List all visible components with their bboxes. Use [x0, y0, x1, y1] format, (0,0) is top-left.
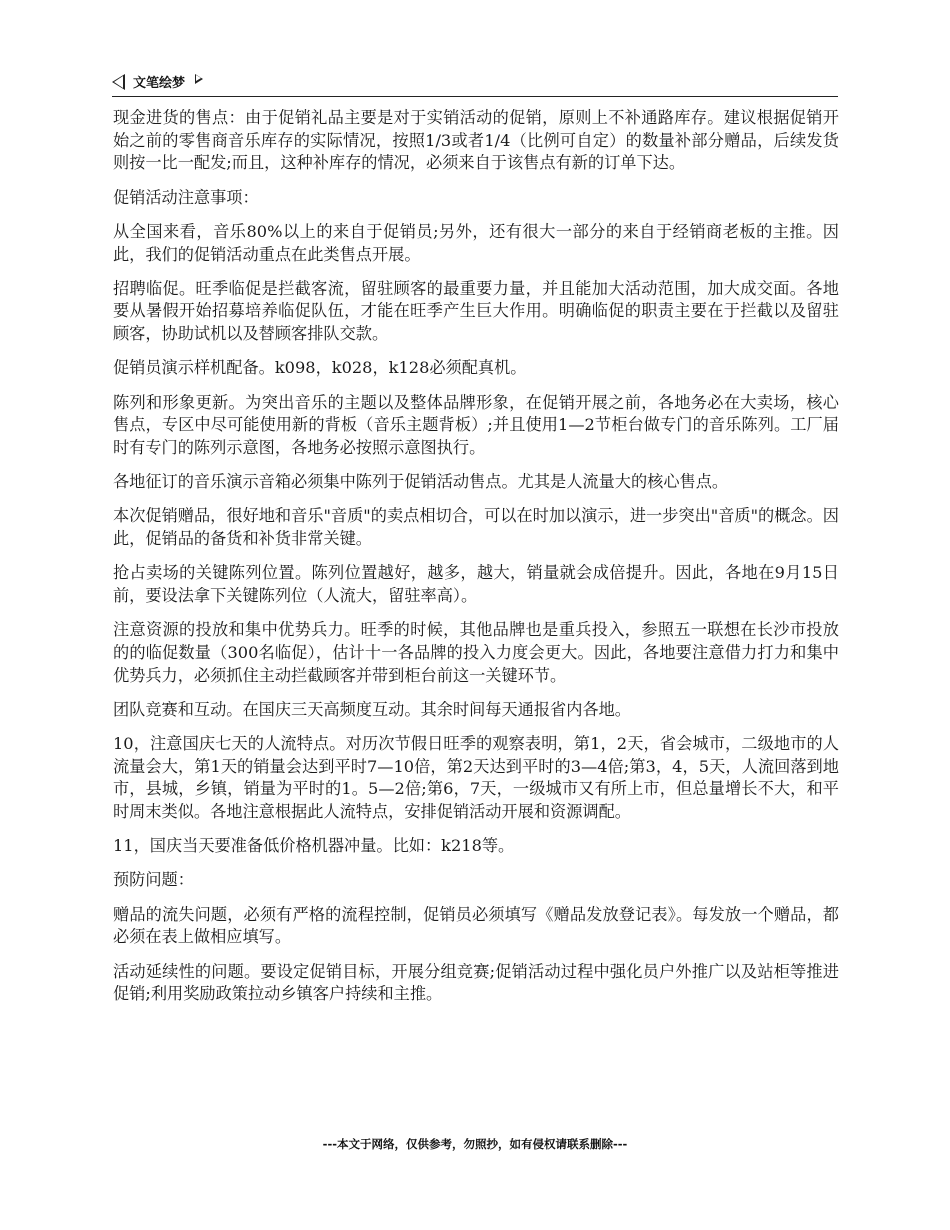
forward-triangle-icon[interactable] [195, 74, 203, 84]
paragraph: 促销活动注意事项： [113, 187, 259, 207]
paragraph: 各地征订的音乐演示音箱必须集中陈列于促销活动售点。尤其是人流量大的核心售点。 [113, 472, 729, 492]
paragraph: 陈列和形象更新。为突出音乐的主题以及整体品牌形象，在促销开展之前，各地务必在大卖场，核心售点，专区中尽可能使用新的背板（音乐主题背板）;并且使用1—2节柜台做专门的音乐陈列。工厂届时有专门的陈列示意图，各地务必按照示意图执行。 [113, 392, 839, 457]
paragraph: 本次促销赠品，很好地和音乐"音质"的卖点相切合，可以在时加以演示，进一步突出"音质"的概念。因此，促销品的备货和补货非常关键。 [113, 506, 839, 549]
footer-notice: ---本文于网络，仅供参考，勿照抄，如有侵权请联系删除--- [322, 1137, 628, 1151]
paragraph: 抢占卖场的关键陈列位置。陈列位置越好，越多，越大，销量就会成倍提升。因此，各地在9月15日前，要设法拿下关键陈列位（人流大，留驻率高）。 [113, 563, 839, 605]
paragraph: 现金进货的售点：由于促销礼品主要是对于实销活动的促销，原则上不补通路库存。建议根据促销开始之前的零售商音乐库存的实际情况，按照1/3或者1/4（比例可自定）的数量补部分赠品，后续发货则按一比一配发;而且，这种补库存的情况，必须来自于该售点有新的订单下达。 [113, 108, 839, 173]
back-triangle-icon[interactable] [112, 74, 125, 90]
document-body [113, 107, 839, 1018]
paragraph: 活动延续性的问题。要设定促销目标，开展分组竞赛;促销活动过程中强化员户外推广以及站柜等推进促销;利用奖励政策拉动乡镇客户持续和主推。 [113, 961, 839, 1004]
paragraph: 促销员演示样机配备。k098，k028，k128必须配真机。 [113, 358, 527, 378]
paragraph: 10，注意国庆七天的人流特点。对历次节假日旺季的观察表明，第1，2天，省会城市，二级地市的人流量会大，第1天的销量会达到平时7—10倍，第2天达到平时的3—4倍;第3，4，5天，人流回落到地市，县城，乡镇，销量为平时的1。5—2倍;第6，7天，一级城市又有所上市，但总量增长不大，和平时周末类似。各地注意根据此人流特点，安排促销活动开展和资源调配。 [113, 733, 839, 822]
paragraph: 招聘临促。旺季临促是拦截客流，留驻顾客的最重要力量，并且能加大活动范围，加大成交面。各地要从暑假开始招募培养临促队伍，才能在旺季产生巨大作用。明确临促的职责主要在于拦截以及留驻顾客，协助试机以及替顾客排队交款。 [113, 278, 839, 344]
paragraph: 赠品的流失问题，必须有严格的流程控制，促销员必须填写《赠品发放登记表》。每发放一个赠品，都必须在表上做相应填写。 [113, 904, 839, 947]
header-brand-group [112, 72, 203, 91]
paragraph: 注意资源的投放和集中优势兵力。旺季的时候，其他品牌也是重兵投入，参照五一联想在长沙市投放的的临促数量（300名临促），估计十一各品牌的投入力度会更大。因此，各地要注意借力打力和集中优势兵力，必须抓住主动拦截顾客并带到柜台前这一关键环节。 [113, 620, 839, 685]
brand-name: 文笔绘梦 [133, 76, 186, 91]
paragraph: 团队竞赛和互动。在国庆三天高频度互动。其余时间每天通报省内各地。 [113, 699, 631, 719]
page-header [112, 70, 838, 97]
paragraph: 预防问题： [113, 870, 194, 890]
paragraph: 11，国庆当天要准备低价格机器冲量。比如：k218等。 [113, 836, 515, 856]
paragraph: 从全国来看，音乐80%以上的来自于促销员;另外，还有很大一部分的来自于经销商老板的主推。因此，我们的促销活动重点在此类售点开展。 [113, 221, 839, 264]
